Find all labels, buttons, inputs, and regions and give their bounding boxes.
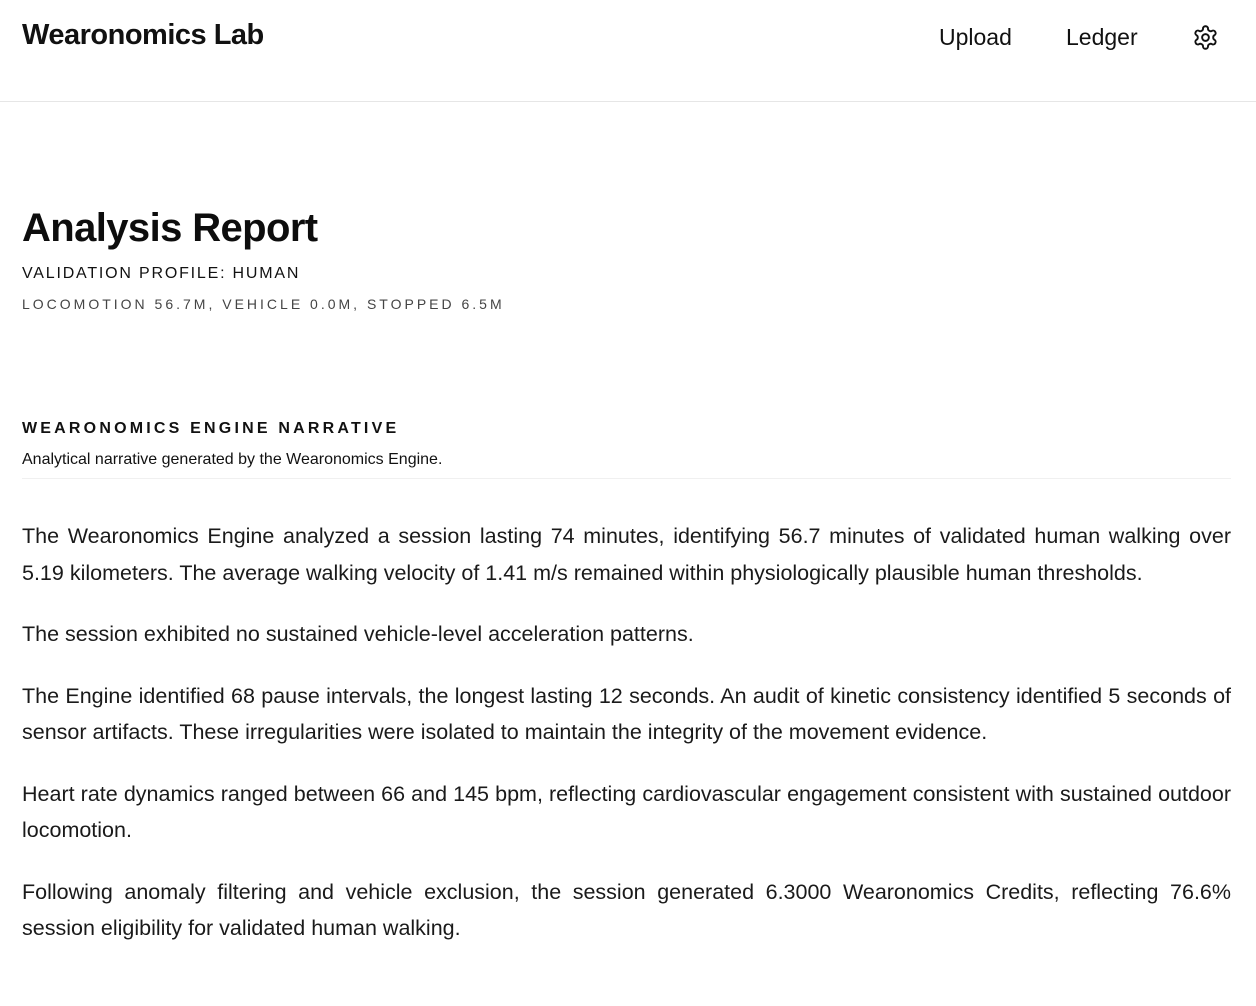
narrative-heading: WEARONOMICS ENGINE NARRATIVE (22, 420, 400, 437)
nav-ledger-link[interactable]: Ledger (1066, 24, 1138, 50)
mode-summary: LOCOMOTION 56.7M, VEHICLE 0.0M, STOPPED 6.5M (22, 296, 505, 312)
narrative-body (22, 518, 1231, 972)
narrative-paragraph: The Wearonomics Engine analyzed a session lasting 74 minutes, identifying 56.7 minutes of validated human walking over 5.19 kilometers. The average walking velocity of 1.41 m/s remained within physiologically plausible human thresholds. (22, 524, 1231, 585)
narrative-paragraph: The Engine identified 68 pause intervals, the longest lasting 12 seconds. An audit of kinetic consistency identified 5 seconds of sensor artifacts. These irregularities were isolated to maintain the integrity of the movement evidence. (22, 683, 1231, 744)
section-divider (22, 478, 1231, 479)
validation-profile: VALIDATION PROFILE: HUMAN (22, 265, 301, 282)
narrative-paragraph: The session exhibited no sustained vehicle-level acceleration patterns. (22, 622, 694, 646)
brand-title[interactable]: Wearonomics Lab (22, 19, 264, 51)
narrative-paragraph: Heart rate dynamics ranged between 66 and 145 bpm, reflecting cardiovascular engagement consistent with sustained outdoor locomotion. (22, 781, 1231, 842)
page-title: Analysis Report (22, 206, 318, 250)
gear-icon[interactable] (1192, 24, 1219, 51)
top-navigation-bar (0, 0, 1256, 102)
narrative-subheading: Analytical narrative generated by the Wearonomics Engine. (22, 451, 443, 468)
narrative-paragraph: Following anomaly filtering and vehicle exclusion, the session generated 6.3000 Wearonomics Credits, reflecting 76.6% session eligibility for validated human walking. (22, 879, 1231, 940)
nav-upload-link[interactable]: Upload (939, 24, 1012, 50)
